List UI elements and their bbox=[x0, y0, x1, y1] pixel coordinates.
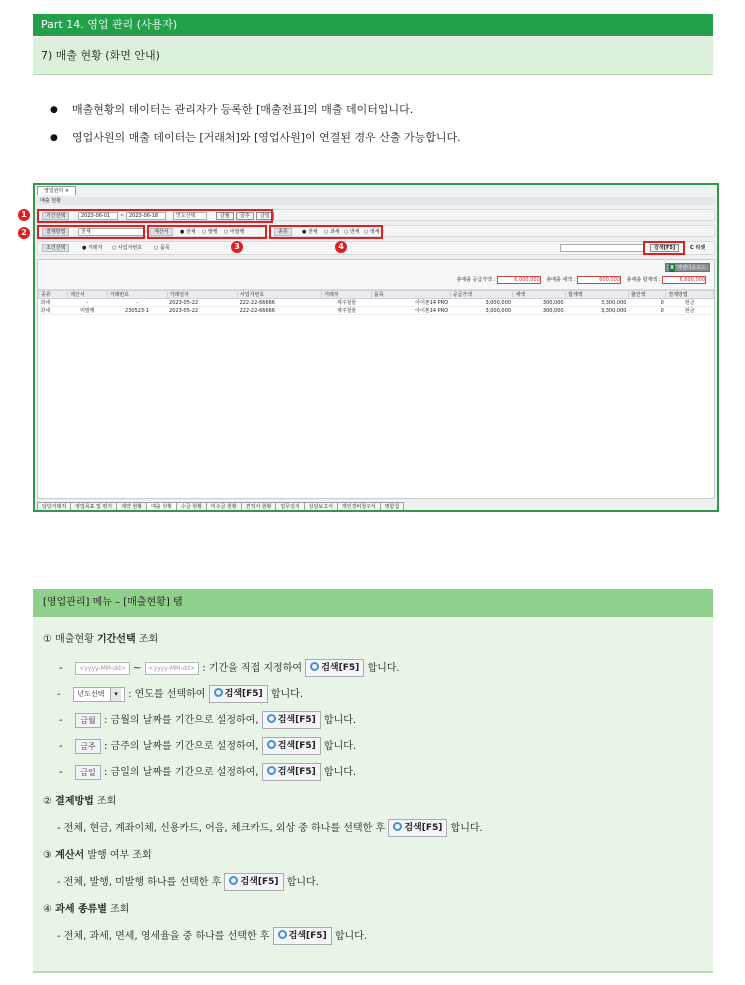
search-icon bbox=[229, 876, 238, 885]
search-button-chip bbox=[273, 927, 332, 945]
year-select-chip-label: 년도선택 bbox=[77, 689, 105, 698]
search-chip-label: 검색[F5] bbox=[224, 689, 263, 699]
section-2-post: 조회 bbox=[96, 796, 117, 807]
section-4-post: 조회 bbox=[110, 904, 130, 915]
cell-supply: 3,000,000 bbox=[450, 299, 513, 307]
search-chip-label: 검색[F5] bbox=[321, 663, 360, 673]
section-number: ② bbox=[43, 796, 52, 807]
search-icon bbox=[214, 688, 223, 697]
bottom-tab[interactable]: 미수금 현황 bbox=[206, 502, 242, 511]
bottom-tab[interactable]: 영업목표 및 평가 bbox=[70, 502, 117, 511]
cell-payment: 현금 bbox=[666, 307, 714, 315]
excel-download-label: 엑셀다운로드 bbox=[677, 265, 706, 271]
cell-discount: 0 bbox=[628, 307, 665, 315]
search-chip-label: 검색[F5] bbox=[404, 823, 443, 833]
bottom-tab[interactable]: 계약 현황 bbox=[116, 502, 147, 511]
line-suffix: 합니다. bbox=[323, 767, 357, 778]
date-from-chip: <yyyy-MM-dd> bbox=[75, 662, 129, 675]
section-number: ③ bbox=[43, 850, 52, 861]
cond-bizno-radio[interactable]: ○ 사업자번호 bbox=[112, 245, 143, 251]
this-week-line bbox=[59, 737, 356, 755]
period-direct-line bbox=[59, 659, 400, 677]
col-header[interactable]: 사업자번호 bbox=[238, 291, 322, 299]
line-suffix: 합니다. bbox=[450, 823, 483, 834]
tax-exempt-radio[interactable]: ○ 면세 bbox=[344, 229, 360, 235]
bottom-tab[interactable]: 개인경비청구서 bbox=[337, 502, 381, 511]
search-icon bbox=[278, 930, 287, 939]
search-button-chip bbox=[224, 873, 283, 891]
dash: - bbox=[59, 741, 63, 752]
line-suffix: 합니다. bbox=[286, 877, 319, 888]
col-header[interactable]: 공급가액 bbox=[450, 291, 513, 299]
marker-1: 1 bbox=[18, 209, 30, 221]
total-sum-value: 6,600,000 bbox=[662, 276, 706, 284]
line-suffix: 합니다. bbox=[367, 663, 400, 674]
col-header[interactable]: 거래일자 bbox=[167, 291, 238, 299]
date-to-chip: <yyyy-MM-dd> bbox=[145, 662, 199, 675]
payment-desc-line bbox=[57, 819, 483, 837]
condition-search-input[interactable] bbox=[560, 244, 644, 252]
today-line bbox=[59, 763, 356, 781]
col-header[interactable]: 결제방법 bbox=[666, 291, 714, 299]
bottom-tab-bar bbox=[37, 502, 403, 511]
payment-label: 결제방법 bbox=[42, 228, 69, 236]
line-text: : 연도를 선택하여 bbox=[128, 689, 206, 700]
bottom-tab[interactable]: 수금 현황 bbox=[176, 502, 207, 511]
sales-table bbox=[38, 290, 714, 315]
this-week-chip: 금주 bbox=[75, 739, 100, 754]
menu-title: [영업관리] 메뉴 – [매출현황] 탭 bbox=[33, 589, 713, 617]
section-1-bold: 기간선택 bbox=[96, 634, 136, 645]
cell-item: 아이폰14 PRO bbox=[371, 299, 450, 307]
section-1-pre: 매출현황 bbox=[55, 634, 94, 645]
line-text: - 전체, 현금, 계좌이체, 신용카드, 어음, 체크카드, 외상 중 하나를 선택한 후 bbox=[57, 823, 386, 834]
bullet-item: ● 매출현황의 데이터는 관리자가 등록한 [매출전표]의 매출 데이터입니다. bbox=[50, 103, 710, 117]
dash: - bbox=[57, 689, 61, 700]
cell-invoice: - bbox=[68, 299, 107, 307]
bottom-tab[interactable]: 견적서 현황 bbox=[241, 502, 277, 511]
reset-button[interactable]: C 리셋 bbox=[690, 245, 706, 251]
section-2-bold: 결제방법 bbox=[55, 796, 94, 807]
app-screenshot bbox=[33, 183, 719, 512]
total-tax-value: 600,000 bbox=[577, 276, 621, 284]
cell-invoice: 미발행 bbox=[68, 307, 107, 315]
search-button-chip bbox=[262, 737, 321, 755]
search-button-chip bbox=[305, 659, 364, 677]
window-tab[interactable]: 영업관리 × bbox=[37, 186, 76, 195]
window-tab-row bbox=[37, 186, 76, 196]
cell-tax: 300,000 bbox=[513, 299, 566, 307]
part-title: Part 14. 영업 관리 (사용자) bbox=[33, 14, 713, 36]
line-suffix: 합니다. bbox=[270, 689, 304, 700]
search-icon bbox=[393, 822, 402, 831]
cell-total: 3,300,000 bbox=[566, 299, 629, 307]
section-3-bold: 계산서 bbox=[55, 850, 85, 861]
highlight-search bbox=[643, 241, 685, 255]
sales-totals bbox=[456, 276, 710, 284]
cond-client-radio[interactable]: ● 거래처 bbox=[82, 245, 103, 251]
cell-supply: 3,000,000 bbox=[450, 307, 513, 315]
search-button-chip bbox=[262, 763, 321, 781]
col-header[interactable]: 거래처 bbox=[322, 291, 372, 299]
today-chip: 금일 bbox=[75, 765, 100, 780]
total-supply-value: 6,000,000 bbox=[497, 276, 541, 284]
line-text: - 전체, 발행, 미발행 하나를 선택한 후 bbox=[57, 877, 222, 888]
line-text: : 금주의 날짜를 기간으로 설정하여, bbox=[103, 741, 259, 752]
invoice-desc-line bbox=[57, 873, 319, 891]
search-chip-label: 검색[F5] bbox=[240, 877, 279, 887]
cell-trade-no: - bbox=[107, 299, 167, 307]
tax-all-radio[interactable]: ● 전체 bbox=[302, 229, 318, 235]
cell-date: 2023-05-22 bbox=[167, 307, 238, 315]
table-row[interactable] bbox=[39, 299, 714, 307]
bottom-tab[interactable]: 명함첩 bbox=[380, 502, 405, 511]
payment-select[interactable]: 전체 bbox=[78, 228, 144, 236]
search-button[interactable]: 검색[F5] bbox=[650, 244, 679, 252]
year-select[interactable]: 연도선택 bbox=[173, 212, 207, 220]
breadcrumb: 매출 현황 bbox=[37, 197, 715, 205]
search-chip-label: 검색[F5] bbox=[277, 741, 316, 751]
bottom-tab-active[interactable]: 매출 현황 bbox=[146, 502, 177, 511]
highlight-tax bbox=[269, 225, 383, 239]
cell-bizno: 222-22-66666 bbox=[238, 299, 322, 307]
search-chip-label: 검색[F5] bbox=[277, 767, 316, 777]
section-title: 7) 매출 현황 (화면 안내) bbox=[33, 37, 713, 75]
this-month-button[interactable]: 금월 bbox=[216, 212, 234, 220]
total-tax-label: 총매출 세액 : bbox=[546, 277, 576, 283]
search-chip-label: 검색[F5] bbox=[277, 715, 316, 725]
section-4-heading bbox=[43, 901, 129, 919]
bottom-tab[interactable]: 상담보고서 bbox=[304, 502, 338, 511]
col-header[interactable]: 품목 bbox=[371, 291, 450, 299]
tax-type-label: 종류 bbox=[274, 228, 292, 236]
tax-desc-line bbox=[57, 927, 367, 945]
cell-date: 2023-05-22 bbox=[167, 299, 238, 307]
cell-payment: 현금 bbox=[666, 299, 714, 307]
date-from-input[interactable]: 2023-06-01 bbox=[78, 212, 118, 220]
cell-client: 제주철물 bbox=[322, 307, 372, 315]
section-2-heading bbox=[43, 793, 116, 811]
bullet-item: ● 영업사원의 매출 데이터는 [거래처]와 [영업사원]이 연결된 경우 산출 가능합니다. bbox=[50, 131, 710, 145]
section-3-heading bbox=[43, 847, 152, 865]
search-icon bbox=[267, 714, 276, 723]
marker-2: 2 bbox=[18, 227, 30, 239]
chevron-down-icon: ▾ bbox=[110, 688, 121, 701]
search-chip-label: 검색[F5] bbox=[288, 931, 327, 941]
tax-taxable-radio[interactable]: ○ 과세 bbox=[324, 229, 340, 235]
section-1-heading bbox=[43, 631, 158, 649]
excel-download-button[interactable] bbox=[665, 263, 710, 272]
cell-total: 3,300,000 bbox=[566, 307, 629, 315]
section-4-bold: 과세 종류별 bbox=[55, 904, 107, 915]
table-row[interactable] bbox=[39, 307, 714, 315]
filter-row-condition bbox=[37, 241, 715, 255]
cell-item: 아이폰14 PRO bbox=[371, 307, 450, 315]
total-supply-label: 총매출 공급가액 : bbox=[456, 277, 496, 283]
cell-client: 제주철물 bbox=[322, 299, 372, 307]
highlight-invoice bbox=[147, 225, 267, 239]
section-number: ① bbox=[43, 634, 52, 645]
dash: - bbox=[59, 663, 63, 674]
tilde: ~ bbox=[120, 213, 125, 219]
cell-bizno: 222-22-66666 bbox=[238, 307, 322, 315]
this-month-line bbox=[59, 711, 356, 729]
bullet-list bbox=[50, 103, 710, 159]
line-text: : 금일의 날짜를 기간으로 설정하여, bbox=[103, 767, 259, 778]
invoice-label: 계산서 bbox=[150, 228, 173, 236]
condition-label: 조건선택 bbox=[42, 244, 69, 252]
col-header[interactable]: 종류 bbox=[39, 291, 68, 299]
line-suffix: 합니다. bbox=[334, 931, 368, 942]
dash: - bbox=[59, 715, 63, 726]
cell-type: 과세 bbox=[39, 299, 68, 307]
bottom-tab[interactable]: 담당거래처 bbox=[37, 502, 71, 511]
cell-discount: 0 bbox=[628, 299, 665, 307]
invoice-issued-radio[interactable]: ○ 발행 bbox=[202, 229, 218, 235]
cell-tax: 300,000 bbox=[513, 307, 566, 315]
highlight-period bbox=[37, 209, 273, 223]
tilde: ~ bbox=[132, 663, 142, 674]
year-select-chip bbox=[73, 687, 125, 702]
total-sum-label: 총매출 합계액 : bbox=[626, 277, 661, 283]
line-suffix: 합니다. bbox=[323, 741, 357, 752]
bottom-tab[interactable]: 업무일지 bbox=[275, 502, 304, 511]
menu-description bbox=[33, 617, 713, 973]
year-select-line bbox=[57, 685, 303, 703]
line-text: : 금월의 날짜를 기간으로 설정하여, bbox=[103, 715, 259, 726]
cell-trade-no: 230523-1 bbox=[107, 307, 167, 315]
dash: - bbox=[59, 767, 63, 778]
col-header[interactable]: 계산서 bbox=[68, 291, 107, 299]
period-label: 기간선택 bbox=[42, 212, 69, 220]
section-number: ④ bbox=[43, 904, 52, 915]
line-text: : 기간을 직접 지정하여 bbox=[202, 663, 303, 674]
search-button-chip bbox=[209, 685, 268, 703]
date-to-input[interactable]: 2023-06-18 bbox=[126, 212, 166, 220]
this-month-chip: 금월 bbox=[75, 713, 100, 728]
col-header[interactable]: 할인액 bbox=[628, 291, 665, 299]
search-icon bbox=[310, 662, 319, 671]
highlight-payment bbox=[37, 225, 145, 239]
this-week-button[interactable]: 금주 bbox=[236, 212, 254, 220]
marker-4: 4 bbox=[335, 241, 347, 253]
grid-toolbar bbox=[38, 260, 714, 290]
col-header[interactable]: 거래번호 bbox=[107, 291, 167, 299]
col-header[interactable]: 합계액 bbox=[566, 291, 629, 299]
invoice-all-radio[interactable]: ● 전체 bbox=[180, 229, 196, 235]
section-1-post: 조회 bbox=[138, 634, 159, 645]
line-suffix: 합니다. bbox=[323, 715, 357, 726]
line-text: - 전체, 과세, 면세, 영세율을 중 하나를 선택한 후 bbox=[57, 931, 270, 942]
search-button-chip bbox=[388, 819, 447, 837]
marker-3: 3 bbox=[231, 241, 243, 253]
invoice-unissued-radio[interactable]: ○ 미발행 bbox=[224, 229, 245, 235]
sales-grid bbox=[37, 259, 715, 499]
search-icon bbox=[267, 740, 276, 749]
section-3-post: 발행 여부 조회 bbox=[87, 850, 152, 861]
search-button-chip bbox=[262, 711, 321, 729]
cond-item-radio[interactable]: ○ 품목 bbox=[154, 245, 170, 251]
excel-icon: X bbox=[670, 265, 675, 271]
today-button[interactable]: 금일 bbox=[256, 212, 274, 220]
tax-zero-radio[interactable]: ○ 영세율 bbox=[364, 229, 385, 235]
table-header-row bbox=[39, 291, 714, 299]
cell-type: 과세 bbox=[39, 307, 68, 315]
col-header[interactable]: 세액 bbox=[513, 291, 566, 299]
search-icon bbox=[267, 766, 276, 775]
